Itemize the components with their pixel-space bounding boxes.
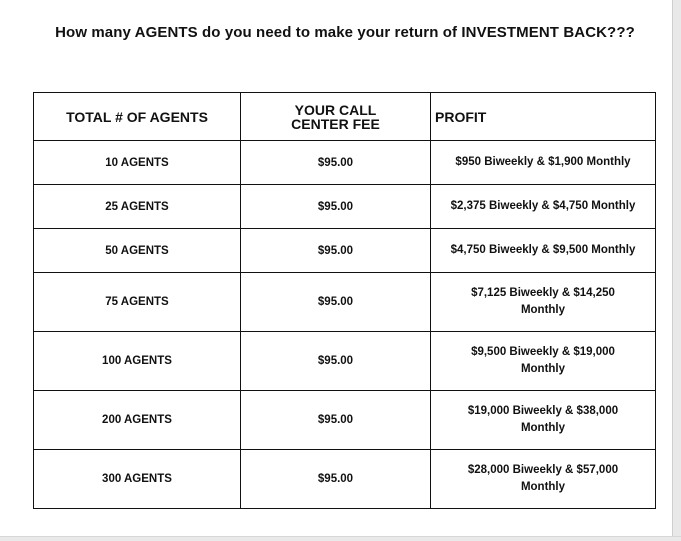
profit-cell [431,273,656,332]
profit-cell [431,391,656,450]
profit-line1: $28,000 Biweekly & $57,000 [467,464,619,476]
profit-line2: Monthly [520,422,566,434]
header-fee-line2: CENTER FEE [291,115,380,132]
table-row [34,273,656,332]
fee-cell: $95.00 [241,141,431,185]
fee-cell: $95.00 [241,229,431,273]
profit-cell [431,332,656,391]
header-fee-line1: YOUR CALL [294,101,377,118]
table-row [34,450,656,509]
table-row [34,332,656,391]
profit-line2: Monthly [520,363,566,375]
agents-cell: 75 AGENTS [34,273,241,332]
fee-cell: $95.00 [241,185,431,229]
page-edge-right [672,0,681,541]
profit-line2: Monthly [520,481,566,493]
page-edge-bottom [0,536,681,541]
profit-cell [431,450,656,509]
agents-cell: 200 AGENTS [34,391,241,450]
profit-line1: $7,125 Biweekly & $14,250 [471,287,615,299]
table-row [34,141,656,185]
header-call-center-fee [241,93,431,141]
profit-line1: $2,375 Biweekly & $4,750 Monthly [450,200,636,212]
profit-line2: Monthly [520,304,566,316]
roi-table [33,92,656,509]
profit-line1: $9,500 Biweekly & $19,000 [471,346,615,358]
header-profit: PROFIT [431,93,656,141]
agents-cell: 100 AGENTS [34,332,241,391]
table-row [34,229,656,273]
agents-cell: 300 AGENTS [34,450,241,509]
table-header-row [34,93,656,141]
profit-line1: $4,750 Biweekly & $9,500 Monthly [450,244,636,256]
fee-cell: $95.00 [241,450,431,509]
profit-line1: $950 Biweekly & $1,900 Monthly [455,156,631,168]
profit-cell [431,185,656,229]
table-row [34,391,656,450]
fee-cell: $95.00 [241,273,431,332]
header-total-agents: TOTAL # OF AGENTS [34,93,241,141]
agents-cell: 10 AGENTS [34,141,241,185]
page-title: How many AGENTS do you need to make your return of INVESTMENT BACK??? [55,24,635,41]
profit-cell [431,141,656,185]
table-row [34,185,656,229]
agents-cell: 50 AGENTS [34,229,241,273]
profit-line1: $19,000 Biweekly & $38,000 [467,405,619,417]
fee-cell: $95.00 [241,332,431,391]
agents-cell: 25 AGENTS [34,185,241,229]
fee-cell: $95.00 [241,391,431,450]
profit-cell [431,229,656,273]
